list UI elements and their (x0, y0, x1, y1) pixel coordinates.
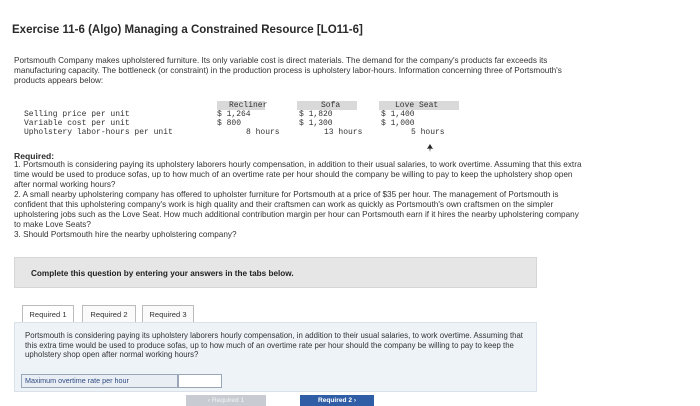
required-item-1: 1. Portsmouth is considering paying its upholstery laborers hourly compensation, in addition to their usual salaries, to work overtime. Assuming that this extra time would be used to produce sofas, up to how much of an overtime rate per hour should the company be willing to pay to keep the upholstery shop open after normal working hours? (14, 160, 582, 189)
row-label: Variable cost per unit (24, 119, 130, 128)
previous-button[interactable] (186, 395, 266, 406)
column-header-recliner: Recliner (229, 101, 268, 110)
column-header-love-seat: Love Seat (395, 101, 439, 110)
instruction-text: Complete this question by entering your answers in the tabs below. (31, 269, 294, 278)
mouse-cursor-icon (427, 139, 433, 157)
required-item-3: 3. Should Portsmouth hire the nearby upholstering company? (14, 230, 237, 239)
page-title: Exercise 11-6 (Algo) Managing a Constrained Resource [LO11-6] (12, 24, 363, 36)
table-cell: $ 1,400 (381, 110, 415, 119)
chevron-right-icon: › (352, 397, 357, 404)
table-cell: 5 hours (411, 128, 445, 137)
problem-intro: Portsmouth Company makes upholstered furniture. Its only variable cost is direct materials. The demand for the company's products far exceeds its manufacturing capacity. The bottleneck (or constraint) in the production process is upholstery labor-hours. Information concerning three of Portsmouth's products appears below: (14, 56, 562, 85)
tab-required-2[interactable]: Required 2 (82, 305, 136, 324)
row-label: Selling price per unit (24, 110, 130, 119)
table-cell: 13 hours (324, 128, 363, 137)
table-cell: $ 800 (217, 119, 242, 128)
tab-required-3[interactable]: Required 3 (142, 305, 194, 324)
table-cell: $ 1,264 (217, 110, 251, 119)
required-heading: Required: (14, 151, 55, 161)
overtime-rate-input[interactable] (178, 374, 222, 388)
column-header-sofa: Sofa (321, 101, 341, 110)
answer-panel (14, 322, 537, 392)
required-item-2: 2. A small nearby upholstering company has offered to upholster furniture for Portsmouth at a price of $35 per hour. The management of Portsmouth is confident that this upholstering company's work is high quality and their craftsmen can work as quickly as Portsmouth's own craftsmen on the simpler upholstering jobs such as the Love Seat. How much additional contribution margin per hour can Portsmouth earn if it hires the nearby upholstering company to make Love Seats? (14, 190, 579, 229)
panel-question-text: Portsmouth is considering paying its upholstery laborers hourly compensation, in addition to their usual salaries, to work overtime. Assuming that this extra time would be used to produce sofas, up to how much of an overtime rate per hour should the company be willing to pay to keep the upholstery shop open after normal working hours? (25, 331, 523, 359)
overtime-rate-label: Maximum overtime rate per hour (21, 374, 178, 388)
next-button[interactable] (300, 395, 374, 406)
required-list (14, 160, 584, 240)
instruction-banner (14, 257, 537, 288)
chevron-left-icon: ‹ (207, 397, 212, 404)
table-cell: $ 1,820 (299, 110, 333, 119)
table-cell: $ 1,300 (299, 119, 333, 128)
next-button-label: Required 2 (317, 397, 353, 404)
table-cell: 8 hours (246, 128, 280, 137)
tab-required-1[interactable]: Required 1 (22, 305, 74, 324)
row-label: Upholstery labor-hours per unit (24, 128, 173, 137)
table-cell: $ 1,000 (381, 119, 415, 128)
previous-button-label: Required 1 (211, 397, 245, 404)
